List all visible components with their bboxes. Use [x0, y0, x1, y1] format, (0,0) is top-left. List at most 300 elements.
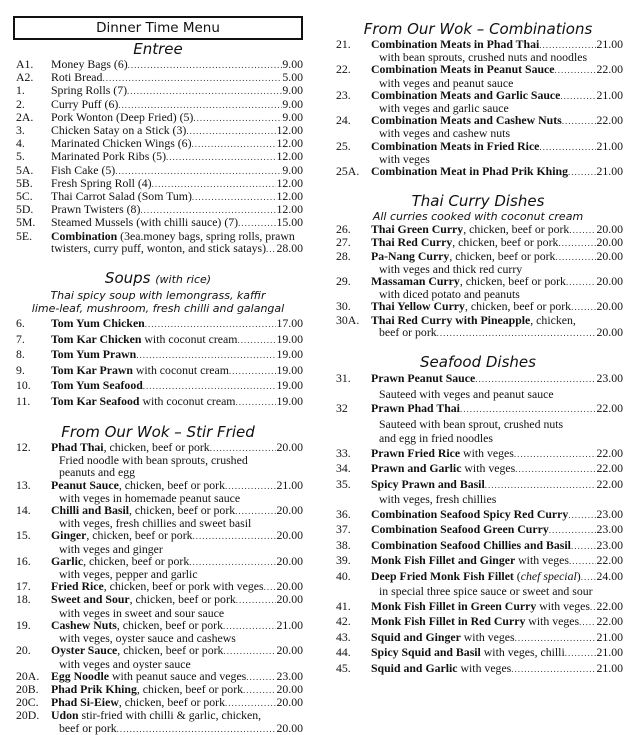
menu-item [333, 599, 623, 615]
leader-dots [475, 372, 596, 387]
item-description: with diced potato and peanuts [379, 287, 520, 302]
leader-dots [571, 539, 597, 554]
item-number: 32 [336, 401, 348, 416]
item-name: Phad Si-Eiew [51, 695, 119, 710]
leader-dots [266, 243, 276, 255]
item-note: chef special [520, 568, 577, 583]
leader-dots [511, 662, 596, 677]
leader-dots [437, 327, 597, 339]
item-price: 9.00 [282, 57, 303, 71]
item-number: 6. [16, 316, 25, 331]
item-number: 29. [336, 274, 351, 289]
leader-dots [236, 594, 277, 606]
leader-dots [485, 478, 597, 493]
leader-dots [514, 447, 597, 462]
item-price: 19.00 [276, 393, 303, 408]
menu-item [13, 378, 303, 394]
item-number: 16. [16, 553, 31, 568]
item-number: 20A. [16, 668, 40, 683]
menu-item [333, 553, 623, 569]
menu-item [333, 371, 623, 401]
item-price: 9.00 [282, 162, 303, 177]
combinations-list [333, 38, 623, 178]
item-detail: with veges [460, 629, 515, 644]
item-number: 30. [336, 299, 351, 314]
item-number: 41. [336, 598, 351, 613]
item-number: 8. [16, 347, 25, 362]
item-price: 5.00 [282, 70, 303, 85]
item-detail: , chicken, beef or pork [117, 643, 224, 658]
menu-item [333, 507, 623, 523]
item-name: Thai Carrot Salad (Som Tum) [51, 189, 192, 204]
menu-item [13, 529, 303, 554]
soups-title: Soups [104, 269, 151, 288]
item-name: Squid and Garlic [371, 660, 458, 675]
item-detail: , chicken, beef or pork [83, 553, 190, 568]
item-number: 18. [16, 592, 31, 607]
item-number: 9. [16, 362, 25, 377]
item-detail: with veges [460, 445, 514, 460]
item-description: with veges, fresh chillies and sweet basil [59, 516, 252, 531]
item-number: 15. [16, 528, 31, 543]
item-description: with veges in sweet and sour sauce [59, 605, 225, 620]
item-name: Combination Meats and Garlic Sauce [371, 87, 561, 102]
item-description: with veges and garlic sauce [379, 101, 509, 116]
leader-dots [555, 64, 597, 76]
item-name: Peanut Sauce [51, 477, 119, 492]
item-number: 34. [336, 461, 351, 476]
item-name: Monk Fish Fillet in Red Curry [371, 614, 526, 629]
item-name: Combination Seafood Green Curry [371, 522, 549, 537]
item-name: Marinated Pork Ribs (5) [51, 149, 167, 164]
item-name: Udon [51, 708, 79, 723]
item-number: 42. [336, 614, 351, 629]
item-number: 40. [336, 568, 351, 583]
item-number: 2. [16, 96, 25, 111]
menu-item [13, 709, 303, 734]
section-heading-seafood: Seafood Dishes [420, 353, 536, 372]
item-number: 20B. [16, 681, 39, 696]
item-name: Phad Thai [51, 440, 104, 455]
menu-item [333, 38, 623, 63]
item-number: 11. [16, 393, 31, 408]
item-price: 22.00 [596, 614, 623, 629]
item-detail: , chicken, beef or pork [452, 235, 559, 250]
item-name: Combination Seafood Chillies and Basil [371, 537, 571, 552]
leader-dots [264, 581, 277, 593]
item-detail: , chicken, beef or pork [129, 592, 236, 607]
leader-dots [235, 395, 276, 410]
curry-subtitle: All curries cooked with coconut cream [372, 210, 584, 224]
item-price: 20.00 [596, 235, 623, 250]
item-detail: , chicken, beef or pork with veges [103, 579, 264, 594]
menu-item [13, 394, 303, 410]
menu-item [13, 593, 303, 618]
leader-dots [223, 645, 276, 657]
item-detail: , chicken, [530, 312, 576, 327]
item-number: 20. [16, 643, 31, 658]
curry-list [333, 223, 623, 313]
item-detail: with veges, chilli [480, 645, 565, 660]
item-price: 24.00 [596, 568, 623, 583]
item-price: 23.00 [596, 506, 623, 521]
item-price: 23.00 [276, 668, 303, 683]
menu-item [333, 522, 623, 538]
menu-item [13, 316, 303, 332]
soups-subtitle-2: lime-leaf, mushroom, fresh chilli and galangal [31, 302, 285, 316]
item-detail: , chicken, beef or pork [103, 440, 210, 455]
item-price: 9.00 [282, 96, 303, 111]
item-number: 5D. [16, 202, 34, 217]
leader-dots [136, 348, 276, 363]
item-name: Combination Meats in Peanut Sauce [371, 62, 555, 77]
item-price: 20.00 [596, 274, 623, 289]
item-name: Combination Meat in Phad Prik Khing [371, 164, 568, 179]
item-price: 22.00 [596, 113, 623, 128]
item-name: Massaman Curry [371, 274, 460, 289]
item-number: 3. [16, 123, 25, 138]
item-number: 5B. [16, 175, 33, 190]
item-price: 20.00 [596, 324, 623, 339]
menu-item [333, 446, 623, 462]
item-description: Sauteed with bean sprout, crushed nuts [379, 416, 564, 431]
item-name: Money Bags (6) [51, 57, 128, 71]
item-description: with bean sprouts, crushed nuts and noodles [379, 50, 588, 65]
leader-dots [193, 112, 282, 124]
section-heading-entree: Entree [133, 40, 183, 58]
item-price: 12.00 [276, 202, 303, 217]
item-price: 17.00 [276, 316, 303, 331]
item-detail: beef or pork [59, 720, 117, 735]
item-price: 12.00 [276, 189, 303, 204]
item-name: Marinated Chicken Wings (6) [51, 136, 192, 151]
item-price: 23.00 [596, 371, 623, 386]
item-description: with veges in homemade peanut sauce [59, 490, 241, 505]
section-heading-curry: Thai Curry Dishes [411, 192, 545, 211]
section-heading-combinations: From Our Wok – Combinations [363, 20, 593, 38]
item-number: 26. [336, 222, 351, 237]
item-name: Phad Prik Khing [51, 681, 137, 696]
item-price: 22.00 [596, 461, 623, 476]
menu-item [333, 250, 623, 275]
item-number: 22. [336, 62, 351, 77]
item-detail: beef or pork [379, 324, 437, 339]
item-name: Pa-Nang Curry [371, 248, 450, 263]
item-number: 38. [336, 537, 351, 552]
item-price: 12.00 [276, 136, 303, 151]
item-description: Fried noodle with bean sprouts, crushed [59, 453, 248, 468]
item-detail: with veges [536, 598, 590, 613]
item-name: Garlic [51, 553, 84, 568]
item-price: 20.00 [276, 643, 303, 658]
leader-dots [579, 615, 596, 630]
menu-item [333, 538, 623, 554]
item-name: Tom Kar Seafood [51, 393, 140, 408]
item-detail: , chicken, beef or pork [129, 503, 236, 518]
item-number: 25. [336, 138, 351, 153]
leader-dots [143, 379, 277, 394]
item-number: 35. [336, 476, 351, 491]
item-number: 5C. [16, 189, 33, 204]
menu-item [333, 630, 623, 646]
section-heading-soups [13, 269, 303, 289]
item-price: 22.00 [596, 62, 623, 77]
item-number: 5E. [16, 228, 33, 243]
leader-dots [539, 141, 596, 153]
item-name: Thai Red Curry with Pineapple [371, 312, 531, 327]
menu-item [13, 441, 303, 479]
item-detail: with veges [457, 660, 512, 675]
item-number: 20C. [16, 695, 39, 710]
leader-dots [515, 631, 597, 646]
item-name: Prawn Peanut Sauce [371, 371, 476, 386]
leader-dots [192, 138, 277, 150]
item-price: 21.00 [596, 37, 623, 51]
item-detail: stir-fried with chilli & garlic, chicken, [78, 708, 262, 723]
item-number: 45. [336, 660, 351, 675]
item-price: 22.00 [596, 445, 623, 460]
item-name: Squid and Ginger [371, 629, 461, 644]
item-price: 20.00 [596, 222, 623, 237]
item-price: 21.00 [596, 660, 623, 675]
item-name: Tom Yum Seafood [51, 378, 143, 393]
item-detail: with peanut sauce and veges [109, 668, 247, 683]
left-column [13, 0, 303, 735]
item-price: 20.00 [276, 592, 303, 607]
item-number: 39. [336, 553, 351, 568]
item-price: 12.00 [276, 149, 303, 164]
item-detail: , chicken, beef or pork [464, 299, 572, 314]
right-column [333, 0, 623, 676]
item-name: Sweet and Sour [51, 592, 130, 607]
item-number: 28. [336, 248, 351, 263]
item-number: 4. [16, 136, 25, 151]
section-heading-stir-fried: From Our Wok – Stir Fried [61, 423, 255, 442]
leader-dots [581, 570, 597, 585]
menu-item [333, 89, 623, 114]
item-name: Curry Puff (6) [51, 96, 119, 111]
item-number: 43. [336, 629, 351, 644]
leader-dots [229, 364, 277, 379]
item-name: Combination Meats and Cashew Nuts [371, 113, 562, 128]
item-price: 21.00 [596, 629, 623, 644]
leader-dots [127, 85, 282, 97]
menu-item [333, 314, 623, 339]
item-detail: , chicken, beef or pork [463, 222, 570, 237]
item-price: 21.00 [596, 645, 623, 660]
leader-dots [566, 276, 597, 288]
item-detail: , chicken, beef or pork [118, 695, 225, 710]
leader-dots [246, 671, 276, 683]
leader-dots [243, 684, 276, 696]
item-name: Combination [51, 228, 118, 243]
menu-item [13, 347, 303, 363]
soups-subtitle-1: Thai spicy soup with lemongrass, kaffir [50, 289, 266, 303]
item-name: Chilli and Basil [51, 503, 130, 518]
item-number: A1. [16, 57, 34, 71]
menu-item [333, 401, 623, 446]
item-price: 12.00 [276, 123, 303, 138]
item-price: 20.00 [596, 248, 623, 263]
leader-dots [568, 166, 596, 178]
item-number: 2A. [16, 109, 34, 124]
item-number: 27. [336, 235, 351, 250]
menu-item [13, 644, 303, 669]
item-detail: with coconut cream [141, 331, 238, 346]
entree-list [13, 58, 303, 230]
item-name: Steamed Mussels (with chilli sauce) (7) [51, 215, 239, 230]
item-number: 44. [336, 645, 351, 660]
item-detail: , chicken, beef or pork [86, 528, 193, 543]
leader-dots [558, 237, 596, 249]
item-name: Spring Rolls (7) [51, 83, 128, 98]
item-name: Combination Meats in Fried Rice [371, 138, 540, 153]
soups-list [13, 316, 303, 409]
item-name: Combination Seafood Spicy Red Curry [371, 506, 569, 521]
leader-dots [186, 125, 276, 137]
leader-dots [560, 90, 596, 102]
item-number: 25A. [336, 164, 360, 179]
item-number: 37. [336, 522, 351, 537]
item-description: with veges, pepper and garlic [59, 567, 198, 582]
leader-dots [192, 191, 277, 203]
menu-item [13, 479, 303, 504]
item-number: 1. [16, 83, 25, 98]
item-price: 20.00 [276, 553, 303, 568]
item-number: 21. [336, 37, 351, 51]
item-price: 22.00 [596, 401, 623, 416]
item-number: 7. [16, 331, 25, 346]
item-price: 20.00 [276, 681, 303, 696]
item-price: 9.00 [282, 109, 303, 124]
item-price: 20.00 [276, 579, 303, 594]
item-number: 36. [336, 506, 351, 521]
item-description: with veges and thick red curry [379, 261, 523, 276]
item-description: with veges, fresh chillies [379, 492, 497, 507]
menu-item [13, 230, 303, 255]
menu-item [333, 114, 623, 139]
leader-dots [193, 530, 277, 542]
item-name: Monk Fish Fillet and Ginger [371, 553, 516, 568]
menu-item [333, 140, 623, 165]
menu-title: Dinner Time Menu [13, 16, 303, 40]
menu-item [333, 661, 623, 677]
item-number: 12. [16, 440, 31, 455]
menu-item [333, 165, 623, 178]
item-price: 19.00 [276, 347, 303, 362]
item-detail: (3ea.money bags, spring rolls, prawn [120, 228, 295, 243]
item-description: Sauteed with veges and peanut sauce [379, 386, 554, 401]
item-price: 21.00 [276, 477, 303, 492]
item-name: Pork Wonton (Deep Fried) (5) [51, 109, 194, 124]
item-price: 28.00 [276, 240, 303, 255]
item-name: Combination Meats in Phad Thai [371, 37, 540, 51]
item-price: 22.00 [596, 553, 623, 568]
item-price: 22.00 [596, 598, 623, 613]
item-name: Tom Kar Prawn [51, 362, 133, 377]
item-price: 21.00 [596, 164, 623, 179]
item-price: 21.00 [596, 138, 623, 153]
item-name: Spicy Squid and Basil [371, 645, 481, 660]
item-name: Ginger [51, 528, 87, 543]
menu-item [13, 332, 303, 348]
leader-dots [565, 646, 597, 661]
leader-dots [237, 333, 276, 348]
item-name: Roti Bread [51, 70, 103, 85]
item-name: Deep Fried Monk Fish Fillet [371, 568, 514, 583]
item-description: peanuts and egg [59, 465, 136, 480]
menu-item [333, 275, 623, 300]
item-price: 22.00 [596, 476, 623, 491]
item-name: Prawn and Garlic [371, 461, 462, 476]
item-name: Fresh Spring Roll (4) [51, 175, 152, 190]
item-name: Cashew Nuts [51, 617, 117, 632]
item-name: Monk Fish Fillet in Green Curry [371, 598, 537, 613]
item-price: 20.00 [276, 503, 303, 518]
item-price: 23.00 [596, 537, 623, 552]
item-detail: with veges [515, 553, 569, 568]
leader-dots [549, 523, 597, 538]
item-number: 17. [16, 579, 31, 594]
leader-dots [569, 224, 596, 236]
item-name: Oyster Sauce [51, 643, 118, 658]
item-description: with veges and cashew nuts [379, 126, 511, 141]
item-price: 21.00 [276, 617, 303, 632]
item-detail: , chicken, beef or pork [449, 248, 556, 263]
item-price: 19.00 [276, 362, 303, 377]
leader-dots [568, 508, 596, 523]
seafood-list-2 [333, 599, 623, 677]
item-name: Thai Red Curry [371, 235, 453, 250]
item-description: with veges and ginger [59, 541, 163, 556]
leader-dots [555, 251, 596, 263]
leader-dots [145, 317, 277, 332]
item-name: Thai Green Curry [371, 222, 464, 237]
item-price: 9.00 [282, 83, 303, 98]
menu-item [13, 555, 303, 580]
leader-dots [189, 556, 276, 568]
item-name: Chicken Satay on a Stick (3) [51, 123, 187, 138]
item-name: Tom Kar Chicken [51, 331, 142, 346]
item-number: 5A. [16, 162, 34, 177]
item-price: 23.00 [596, 522, 623, 537]
leader-dots [166, 151, 276, 163]
menu-item [333, 614, 623, 630]
seafood-list [333, 371, 623, 569]
item-number: 30A. [336, 312, 360, 327]
item-price: 21.00 [596, 87, 623, 102]
item-detail: with coconut cream [132, 362, 229, 377]
item-price: 19.00 [276, 331, 303, 346]
item-name: Thai Yellow Curry [371, 299, 465, 314]
item-description: with veges and oyster sauce [59, 656, 191, 671]
item-description: in special three spice sauce or sweet and sour [379, 584, 593, 599]
item-price: 20.00 [276, 528, 303, 543]
item-number: 24. [336, 113, 351, 128]
item-number: 20D. [16, 708, 40, 723]
item-name: Spicy Prawn and Basil [371, 476, 485, 491]
item-price: 20.00 [276, 440, 303, 455]
item-name: Fried Rice [51, 579, 104, 594]
item-number: A2. [16, 70, 34, 85]
item-name: Prawn Fried Rice [371, 445, 461, 460]
item-number: 10. [16, 378, 31, 393]
item-number: 19. [16, 617, 31, 632]
item-name: Prawn Phad Thai [371, 401, 460, 416]
item-price: 20.00 [276, 720, 303, 735]
item-name: Fish Cake (5) [51, 162, 116, 177]
item-number: 5M. [16, 215, 36, 230]
